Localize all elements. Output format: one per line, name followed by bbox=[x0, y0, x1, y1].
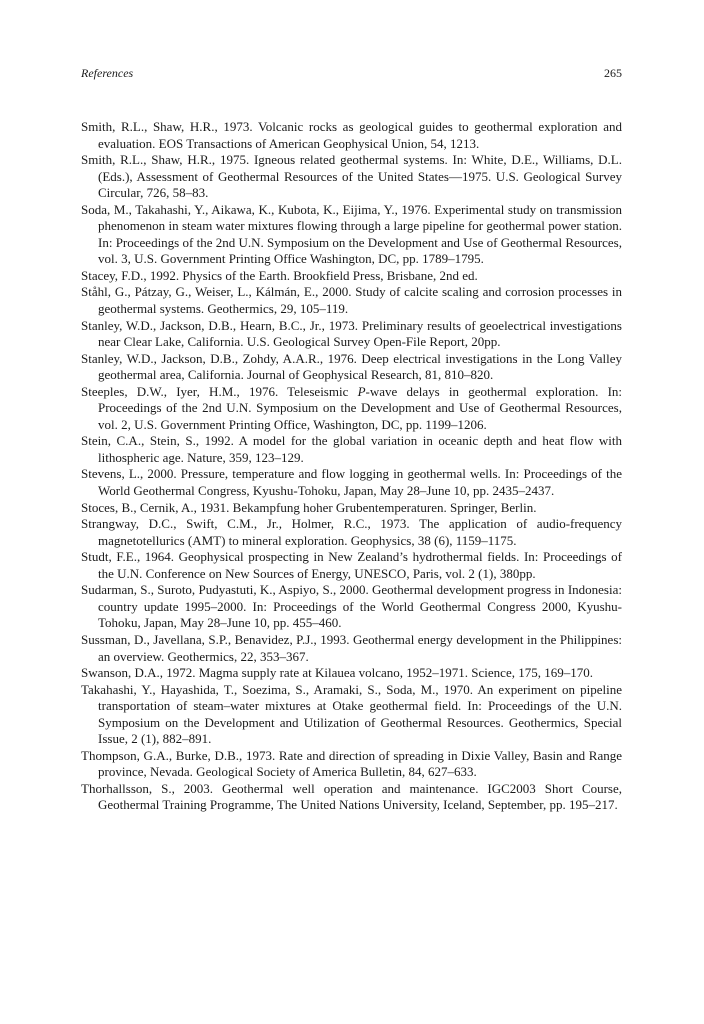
reference-entry: Thompson, G.A., Burke, D.B., 1973. Rate and direction of spreading in Dixie Valley, Basin and Range province, Nevada. Geological Society of America Bulletin, 84, 627–633. bbox=[81, 747, 622, 780]
reference-entry: Smith, R.L., Shaw, H.R., 1973. Volcanic rocks as geological guides to geothermal exploration and evaluation. EOS Transactions of American Geophysical Union, 54, 1213. bbox=[81, 119, 622, 151]
reference-entry: Ståhl, G., Pátzay, G., Weiser, L., Kálmán, E., 2000. Study of calcite scaling and corrosion processes in geothermal systems. Geothermics, 29, 105–119. bbox=[81, 284, 622, 317]
reference-text: Steeples, D.W., Iyer, H.M., 1976. Teleseismic bbox=[81, 383, 358, 399]
reference-entry: Stacey, F.D., 1992. Physics of the Earth. Brookfield Press, Brisbane, 2nd ed. bbox=[81, 267, 478, 283]
reference-list bbox=[81, 119, 622, 814]
reference-entry: Smith, R.L., Shaw, H.R., 1975. Igneous related geothermal systems. In: White, D.E., Williams, D.L. (Eds.), Assessment of Geothermal Resources of the United States—1975. U.S. Geological Survey Circular, 726, 58–83. bbox=[81, 152, 622, 201]
italic-term: P bbox=[357, 383, 366, 399]
reference-entry: Takahashi, Y., Hayashida, T., Soezima, S., Aramaki, S., Soda, M., 1970. An experiment on pipeline transportation of steam–water mixtures at Otake geothermal field. In: Proceedings of the U.N. Symposium on the Development and Utilization of Geothermal Resources. Geothermics, Special Issue, 2 (1), 882–891. bbox=[81, 681, 622, 747]
reference-entry: Stein, C.A., Stein, S., 1992. A model for the global variation in oceanic depth and heat flow with lithospheric age. Nature, 359, 123–129. bbox=[81, 433, 622, 465]
reference-entry: Studt, F.E., 1964. Geophysical prospecting in New Zealand’s hydrothermal fields. In: Proceedings of the U.N. Conference on New Sources of Energy, UNESCO, Paris, vol. 2 (1), 380pp. bbox=[81, 549, 622, 581]
running-header bbox=[81, 66, 622, 82]
reference-entry: Strangway, D.C., Swift, C.M., Jr., Holmer, R.C., 1973. The application of audio-frequency magnetotellurics (AMT) to mineral exploration. Geophysics, 38 (6), 1159–1175. bbox=[81, 516, 622, 548]
reference-entry: Stevens, L., 2000. Pressure, temperature and flow logging in geothermal wells. In: Proceedings of the World Geothermal Congress, Kyushu-Tohoku, Japan, May 28–June 10, pp. 2435–2437. bbox=[81, 466, 622, 499]
page-number: 265 bbox=[604, 66, 622, 80]
reference-entry: Sudarman, S., Suroto, Pudyastuti, K., Aspiyo, S., 2000. Geothermal development progress in Indonesia: country update 1995–2000. In: Proceedings of the World Geothermal Congress 2000, Kyushu-Tohoku, Japan, May 28–June 10, pp. 455–460. bbox=[81, 582, 622, 631]
reference-entry: Swanson, D.A., 1972. Magma supply rate at Kilauea volcano, 1952–1971. Science, 175, 169–170. bbox=[81, 665, 593, 681]
reference-entry: Stanley, W.D., Jackson, D.B., Hearn, B.C., Jr., 1973. Preliminary results of geoelectrical investigations near Clear Lake, California. U.S. Geological Survey Open-File Report, 20pp. bbox=[81, 317, 622, 350]
reference-text: -wave delays in geothermal exploration. In: Proceedings of the 2nd U.N. Symposium on the Development and Use of Geothermal Resources, vol. 2, U.S. Government Printing Office, Washington, DC, pp. 1199–1206. bbox=[98, 383, 623, 432]
reference-entry: Stanley, W.D., Jackson, D.B., Zohdy, A.A.R., 1976. Deep electrical investigations in the Long Valley geothermal area, California. Journal of Geophysical Research, 81, 810–820. bbox=[81, 350, 622, 383]
reference-entry: Sussman, D., Javellana, S.P., Benavidez, P.J., 1993. Geothermal energy development in the Philippines: an overview. Geothermics, 22, 353–367. bbox=[81, 631, 622, 664]
reference-entry bbox=[81, 384, 622, 434]
section-title: References bbox=[81, 66, 134, 80]
reference-entry: Thorhallsson, S., 2003. Geothermal well operation and maintenance. IGC2003 Short Course, Geothermal Training Programme, The United Nations University, Iceland, September, pp. 195–217. bbox=[81, 780, 622, 813]
reference-entry: Stoces, B., Cernik, A., 1931. Bekampfung hoher Grubentemperaturen. Springer, Berlin. bbox=[81, 499, 537, 515]
reference-entry: Soda, M., Takahashi, Y., Aikawa, K., Kubota, K., Eijima, Y., 1976. Experimental study on transmission phenomenon in steam water mixtures flowing through a large pipeline for geothermal power station. In: Proceedings of the 2nd U.N. Symposium on the Development and Use of Geothermal Resources, vol. 3, U.S. Government Printing Office Washington, DC, pp. 1789–1795. bbox=[81, 201, 622, 267]
